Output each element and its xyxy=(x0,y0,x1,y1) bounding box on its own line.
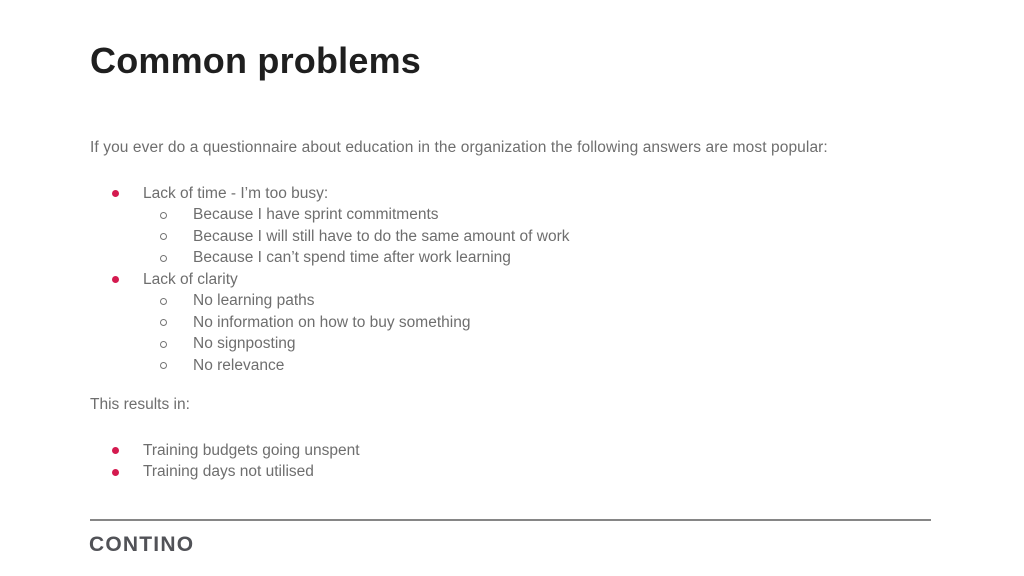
list-item xyxy=(90,269,570,291)
list-item xyxy=(90,462,360,484)
intro-text: If you ever do a questionnaire about education in the organization the following answers are most popular: xyxy=(90,139,828,156)
contino-logo: CONTINO xyxy=(89,533,195,556)
list-item-label: Lack of clarity xyxy=(143,270,238,288)
list-item xyxy=(90,312,570,334)
results-list xyxy=(90,440,360,483)
list-item xyxy=(90,291,570,313)
list-item-label: No information on how to buy something xyxy=(193,313,471,331)
list-item xyxy=(90,334,570,356)
list-item-label: Because I can’t spend time after work learning xyxy=(193,249,511,267)
footer-divider xyxy=(90,519,931,521)
bullet-dot-icon xyxy=(112,276,119,283)
bullet-dot-icon xyxy=(112,469,119,476)
bullet-circle-icon xyxy=(160,319,167,326)
bullet-circle-icon xyxy=(160,362,167,369)
list-item xyxy=(90,248,570,270)
list-item-label: Lack of time - I’m too busy: xyxy=(143,184,329,202)
list-item xyxy=(90,355,570,377)
bullet-circle-icon xyxy=(160,298,167,305)
list-item xyxy=(90,226,570,248)
bullet-dot-icon xyxy=(112,447,119,454)
list-item-label: No relevance xyxy=(193,356,285,374)
results-intro-text: This results in: xyxy=(90,396,190,413)
bullet-circle-icon xyxy=(160,212,167,219)
list-item-label: Training budgets going unspent xyxy=(143,441,360,459)
slide-title: Common problems xyxy=(90,40,422,81)
problems-list xyxy=(90,183,570,377)
list-item-label: Because I will still have to do the same amount of work xyxy=(193,227,570,245)
list-item-label: No signposting xyxy=(193,335,296,353)
list-item xyxy=(90,440,360,462)
list-item-label: Because I have sprint commitments xyxy=(193,206,439,224)
bullet-circle-icon xyxy=(160,255,167,262)
bullet-circle-icon xyxy=(160,233,167,240)
list-item xyxy=(90,183,570,205)
list-item xyxy=(90,205,570,227)
bullet-circle-icon xyxy=(160,341,167,348)
bullet-dot-icon xyxy=(112,190,119,197)
list-item-label: No learning paths xyxy=(193,292,315,310)
list-item-label: Training days not utilised xyxy=(143,463,314,481)
